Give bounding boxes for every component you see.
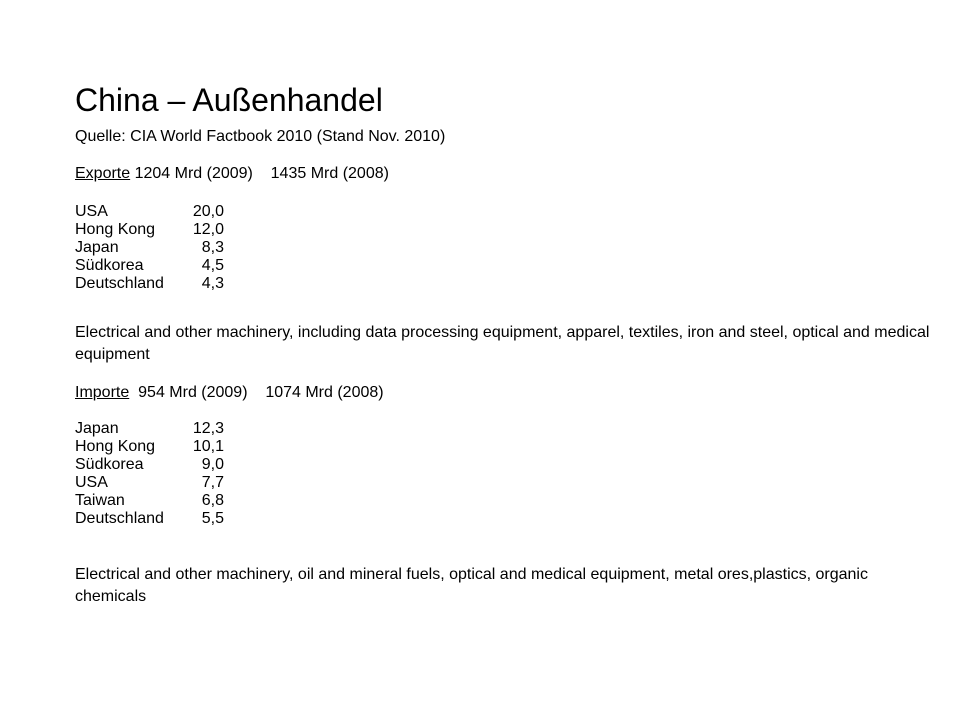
country-name: Deutschland <box>75 275 164 292</box>
country-name: Hong Kong <box>75 438 156 455</box>
table-row <box>75 492 224 510</box>
share-value: 20,0 <box>192 203 224 220</box>
table-row <box>75 420 224 438</box>
table-row <box>75 474 224 492</box>
country-name: USA <box>75 474 108 491</box>
table-row <box>75 510 224 528</box>
table-row <box>75 203 224 221</box>
country-name: Japan <box>75 420 119 437</box>
imports-partner-table <box>75 420 224 528</box>
share-value: 10,1 <box>192 438 224 455</box>
country-name: Hong Kong <box>75 221 156 238</box>
exports-goods: Electrical and other machinery, including data processing equipment, apparel, textiles, iron and steel, optical and medical equipment <box>75 324 930 363</box>
country-name: USA <box>75 203 108 220</box>
country-name: Südkorea <box>75 456 144 473</box>
imports-heading <box>75 383 384 403</box>
exports-heading <box>75 164 389 184</box>
share-value: 4,5 <box>201 257 224 274</box>
country-name: Japan <box>75 239 119 256</box>
exports-label: Exporte <box>75 165 131 182</box>
imports-goods: Electrical and other machinery, oil and mineral fuels, optical and medical equipment, metal ores,plastics, organic chemicals <box>75 566 868 605</box>
share-value: 5,5 <box>201 510 224 527</box>
table-row <box>75 221 224 239</box>
country-name: Deutschland <box>75 510 164 527</box>
table-row <box>75 257 224 275</box>
page-title: China – Außenhandel <box>75 82 383 118</box>
share-value: 8,3 <box>201 239 224 256</box>
country-name: Taiwan <box>75 492 125 509</box>
exports-partner-table <box>75 203 224 293</box>
country-name: Südkorea <box>75 257 144 274</box>
share-value: 12,0 <box>192 221 224 238</box>
share-value: 7,7 <box>201 474 224 491</box>
share-value: 12,3 <box>192 420 224 437</box>
share-value: 9,0 <box>201 456 224 473</box>
table-row <box>75 239 224 257</box>
table-row <box>75 438 224 456</box>
share-value: 6,8 <box>201 492 224 509</box>
exports-figures: 1204 Mrd (2009) 1435 Mrd (2008) <box>130 165 389 182</box>
imports-label: Importe <box>75 384 130 401</box>
table-row <box>75 275 224 293</box>
table-row <box>75 456 224 474</box>
source-line: Quelle: CIA World Factbook 2010 (Stand Nov. 2010) <box>75 128 446 145</box>
share-value: 4,3 <box>201 275 224 292</box>
imports-figures: 954 Mrd (2009) 1074 Mrd (2008) <box>129 384 384 401</box>
